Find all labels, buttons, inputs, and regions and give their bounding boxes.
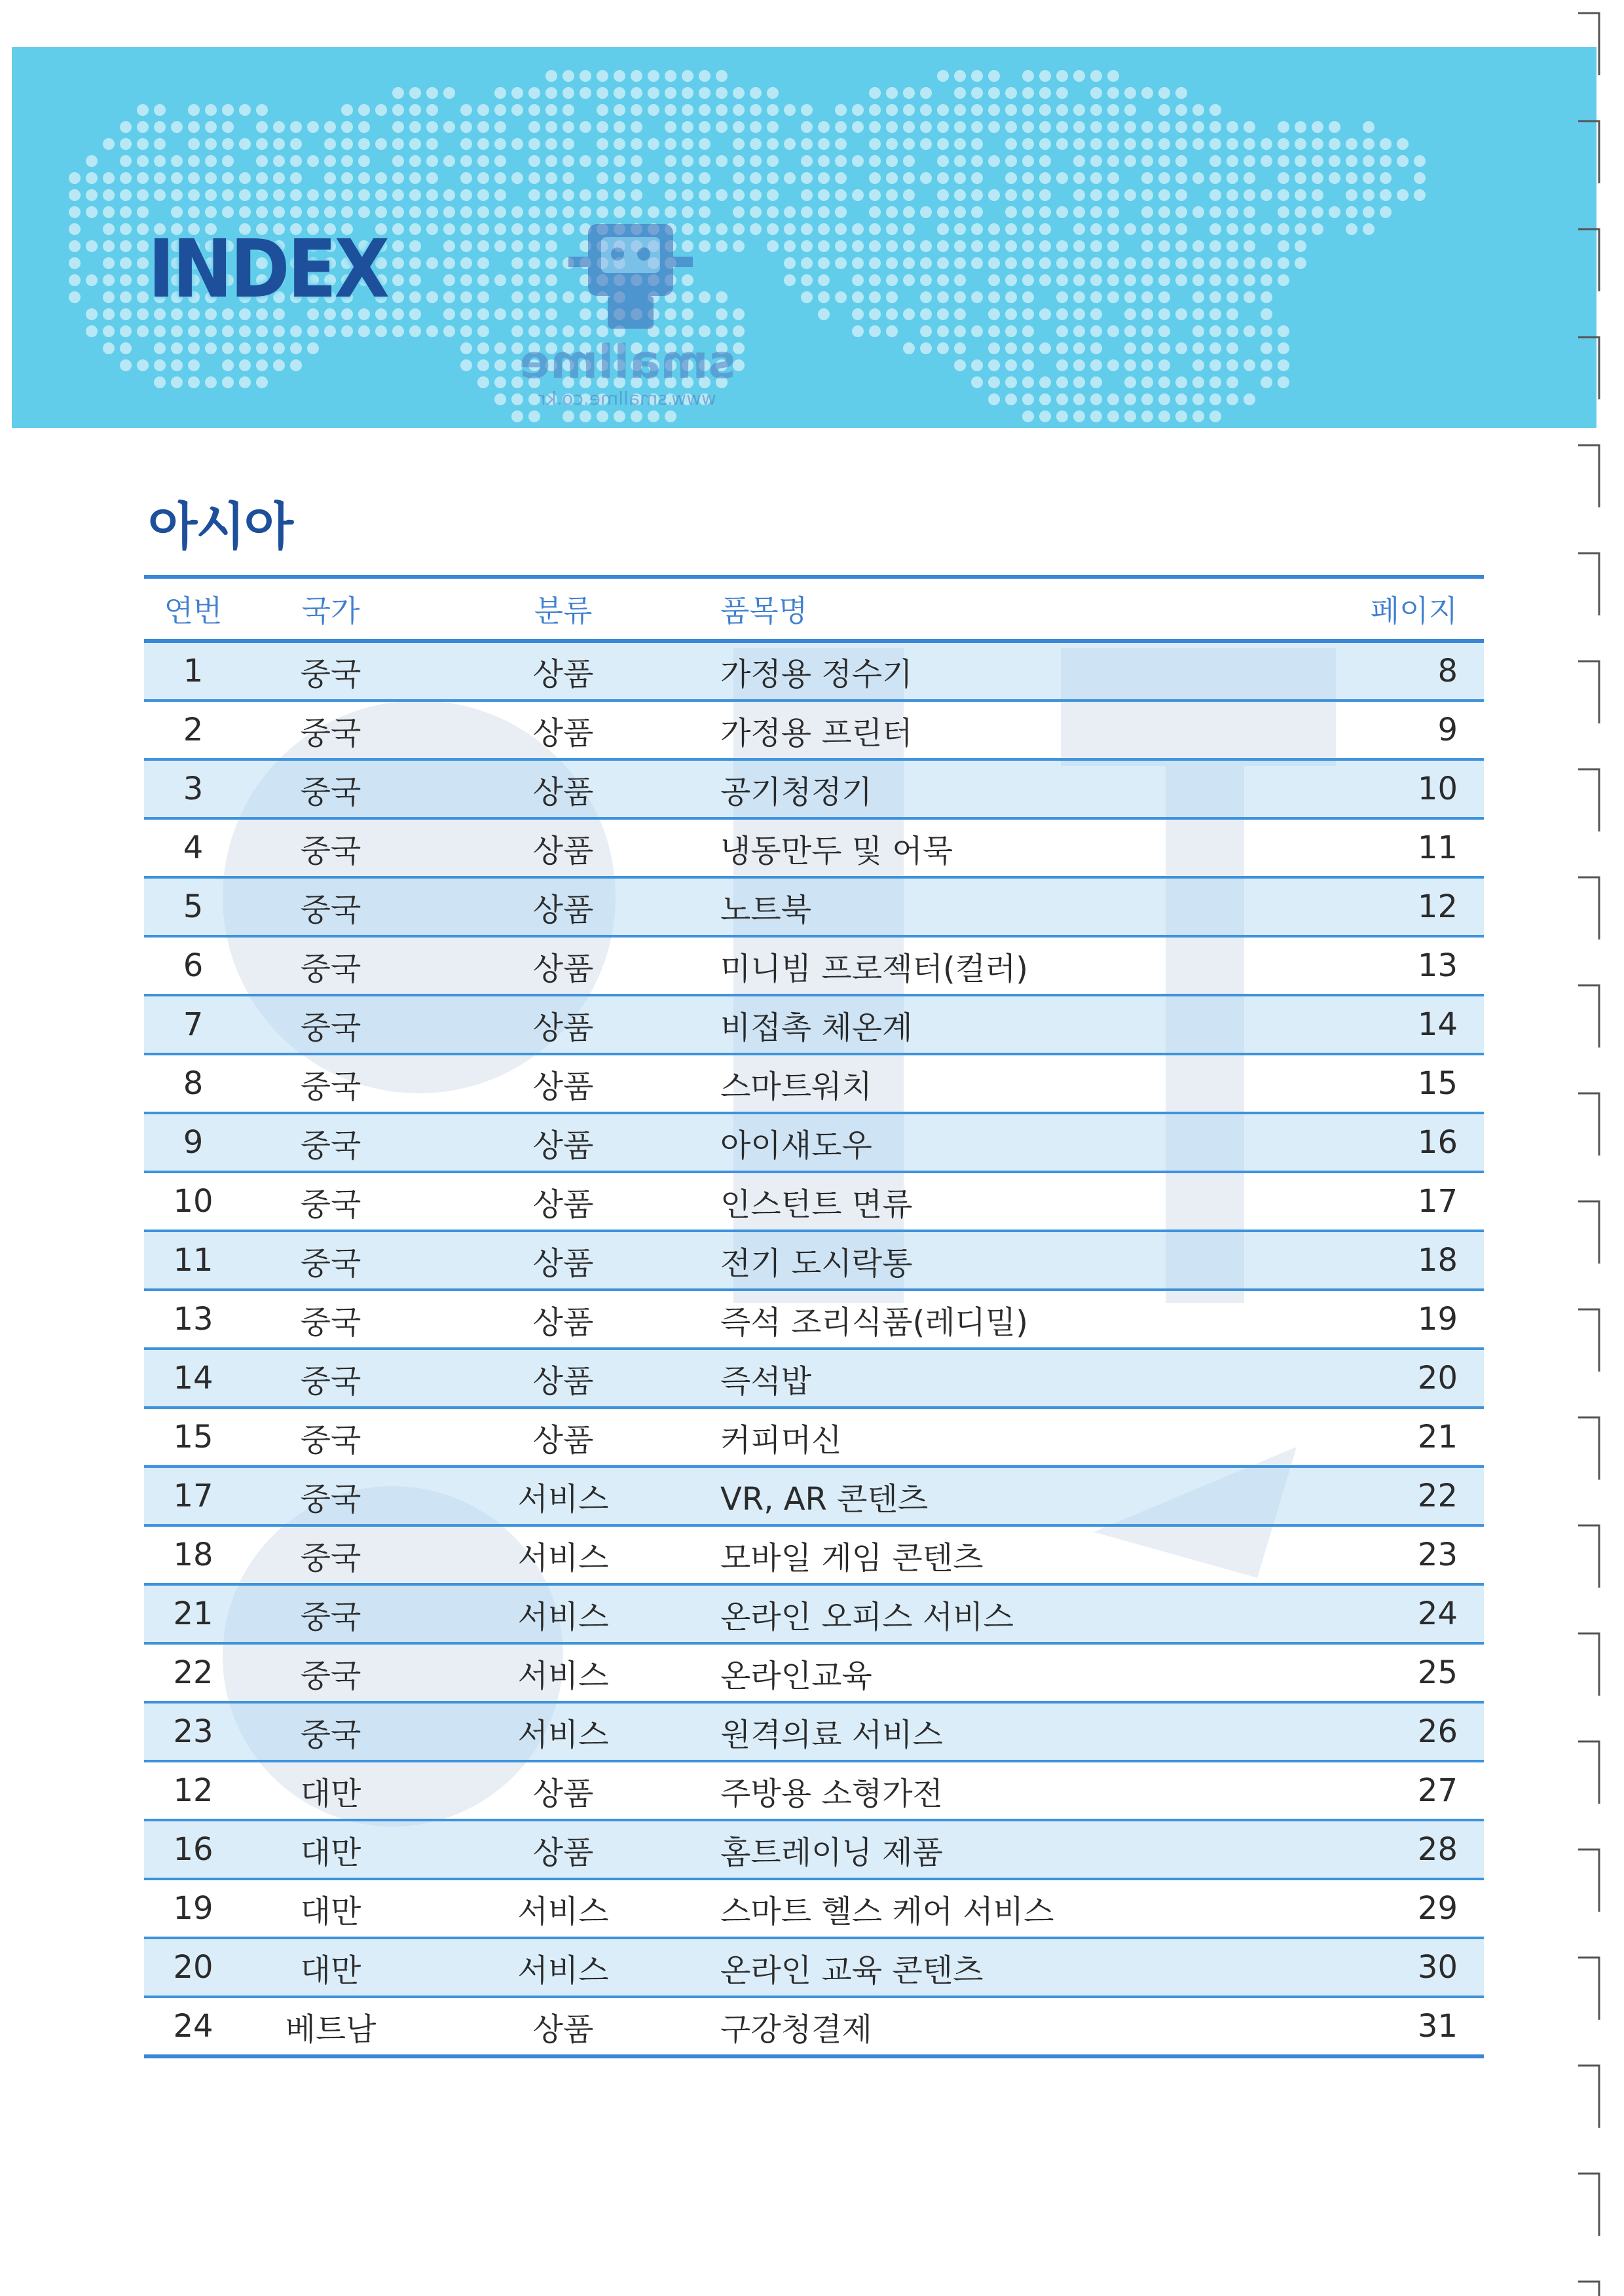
row-item-name: VR, AR 콘텐츠 bbox=[707, 1467, 1297, 1525]
row-item-name: 온라인 교육 콘텐츠 bbox=[707, 1938, 1297, 1997]
row-number: 22 bbox=[144, 1643, 242, 1702]
column-header-page: 페이지 bbox=[1297, 577, 1484, 641]
row-page-number: 19 bbox=[1297, 1290, 1484, 1349]
row-country: 중국 bbox=[242, 1231, 419, 1290]
row-country: 중국 bbox=[242, 1584, 419, 1643]
row-item-name: 온라인 오피스 서비스 bbox=[707, 1584, 1297, 1643]
table-row bbox=[144, 701, 1484, 759]
column-header-country: 국가 bbox=[242, 577, 419, 641]
row-number: 14 bbox=[144, 1349, 242, 1408]
table-row bbox=[144, 1584, 1484, 1643]
row-category: 상품 bbox=[419, 1172, 707, 1231]
row-number: 4 bbox=[144, 818, 242, 877]
logo-brand-text: smallme bbox=[519, 335, 736, 389]
table-row bbox=[144, 818, 1484, 877]
row-page-number: 31 bbox=[1297, 1997, 1484, 2056]
row-number: 15 bbox=[144, 1408, 242, 1467]
table-row bbox=[144, 1643, 1484, 1702]
table-row bbox=[144, 1820, 1484, 1879]
row-number: 9 bbox=[144, 1113, 242, 1172]
row-item-name: 가정용 프린터 bbox=[707, 701, 1297, 759]
index-banner bbox=[12, 47, 1596, 428]
row-page-number: 8 bbox=[1297, 641, 1484, 701]
row-page-number: 12 bbox=[1297, 877, 1484, 936]
table-row bbox=[144, 995, 1484, 1054]
table-row bbox=[144, 1467, 1484, 1525]
row-page-number: 27 bbox=[1297, 1761, 1484, 1820]
row-country: 중국 bbox=[242, 936, 419, 995]
column-header-category: 분류 bbox=[419, 577, 707, 641]
row-category: 서비스 bbox=[419, 1938, 707, 1997]
row-page-number: 25 bbox=[1297, 1643, 1484, 1702]
table-row bbox=[144, 641, 1484, 701]
row-page-number: 18 bbox=[1297, 1231, 1484, 1290]
row-country: 중국 bbox=[242, 701, 419, 759]
column-header-no: 연번 bbox=[144, 577, 242, 641]
row-number: 2 bbox=[144, 701, 242, 759]
column-header-item: 품목명 bbox=[707, 577, 1297, 641]
row-category: 상품 bbox=[419, 701, 707, 759]
table-row bbox=[144, 877, 1484, 936]
row-category: 상품 bbox=[419, 1408, 707, 1467]
row-page-number: 22 bbox=[1297, 1467, 1484, 1525]
row-category: 서비스 bbox=[419, 1525, 707, 1584]
row-number: 16 bbox=[144, 1820, 242, 1879]
row-item-name: 온라인교육 bbox=[707, 1643, 1297, 1702]
table-row bbox=[144, 1349, 1484, 1408]
row-number: 1 bbox=[144, 641, 242, 701]
row-page-number: 28 bbox=[1297, 1820, 1484, 1879]
row-item-name: 모바일 게임 콘텐츠 bbox=[707, 1525, 1297, 1584]
row-category: 상품 bbox=[419, 995, 707, 1054]
table-row bbox=[144, 1938, 1484, 1997]
row-item-name: 비접촉 체온계 bbox=[707, 995, 1297, 1054]
row-number: 3 bbox=[144, 759, 242, 818]
table-row bbox=[144, 1879, 1484, 1938]
row-page-number: 24 bbox=[1297, 1584, 1484, 1643]
row-number: 8 bbox=[144, 1054, 242, 1113]
row-page-number: 16 bbox=[1297, 1113, 1484, 1172]
row-page-number: 26 bbox=[1297, 1702, 1484, 1761]
table-row bbox=[144, 759, 1484, 818]
row-page-number: 15 bbox=[1297, 1054, 1484, 1113]
row-country: 중국 bbox=[242, 641, 419, 701]
section-title-asia: 아시아 bbox=[148, 498, 293, 556]
row-country: 중국 bbox=[242, 1467, 419, 1525]
row-country: 중국 bbox=[242, 877, 419, 936]
table-row bbox=[144, 1231, 1484, 1290]
row-page-number: 9 bbox=[1297, 701, 1484, 759]
table-row bbox=[144, 1525, 1484, 1584]
table-row bbox=[144, 1408, 1484, 1467]
row-country: 베트남 bbox=[242, 1997, 419, 2056]
row-country: 대만 bbox=[242, 1820, 419, 1879]
row-country: 대만 bbox=[242, 1761, 419, 1820]
row-category: 상품 bbox=[419, 641, 707, 701]
index-table bbox=[144, 575, 1484, 2058]
row-item-name: 냉동만두 및 어묵 bbox=[707, 818, 1297, 877]
row-category: 상품 bbox=[419, 1113, 707, 1172]
row-category: 서비스 bbox=[419, 1467, 707, 1525]
row-number: 12 bbox=[144, 1761, 242, 1820]
row-page-number: 10 bbox=[1297, 759, 1484, 818]
logo-url-text: www.smallme.co.kr bbox=[538, 388, 716, 409]
row-number: 13 bbox=[144, 1290, 242, 1349]
table-header-row bbox=[144, 577, 1484, 641]
row-item-name: 구강청결제 bbox=[707, 1997, 1297, 2056]
row-country: 중국 bbox=[242, 759, 419, 818]
row-country: 중국 bbox=[242, 1290, 419, 1349]
page-title: INDEX bbox=[148, 223, 388, 316]
row-item-name: 전기 도시락통 bbox=[707, 1231, 1297, 1290]
row-item-name: 스마트 헬스 케어 서비스 bbox=[707, 1879, 1297, 1938]
row-category: 상품 bbox=[419, 1349, 707, 1408]
table-row bbox=[144, 1172, 1484, 1231]
row-category: 상품 bbox=[419, 818, 707, 877]
smallme-logo bbox=[509, 211, 745, 420]
row-category: 서비스 bbox=[419, 1879, 707, 1938]
table-row bbox=[144, 1997, 1484, 2056]
row-number: 23 bbox=[144, 1702, 242, 1761]
row-country: 중국 bbox=[242, 1643, 419, 1702]
row-item-name: 커피머신 bbox=[707, 1408, 1297, 1467]
row-page-number: 23 bbox=[1297, 1525, 1484, 1584]
row-number: 5 bbox=[144, 877, 242, 936]
row-item-name: 즉석밥 bbox=[707, 1349, 1297, 1408]
row-number: 21 bbox=[144, 1584, 242, 1643]
table-row bbox=[144, 1702, 1484, 1761]
row-country: 중국 bbox=[242, 1525, 419, 1584]
row-number: 10 bbox=[144, 1172, 242, 1231]
row-item-name: 공기청정기 bbox=[707, 759, 1297, 818]
row-country: 중국 bbox=[242, 1349, 419, 1408]
row-page-number: 11 bbox=[1297, 818, 1484, 877]
row-country: 중국 bbox=[242, 1054, 419, 1113]
row-page-number: 13 bbox=[1297, 936, 1484, 995]
row-page-number: 14 bbox=[1297, 995, 1484, 1054]
row-page-number: 30 bbox=[1297, 1938, 1484, 1997]
row-category: 상품 bbox=[419, 1997, 707, 2056]
row-item-name: 아이섀도우 bbox=[707, 1113, 1297, 1172]
row-category: 상품 bbox=[419, 759, 707, 818]
row-page-number: 21 bbox=[1297, 1408, 1484, 1467]
row-number: 6 bbox=[144, 936, 242, 995]
row-number: 19 bbox=[144, 1879, 242, 1938]
row-number: 24 bbox=[144, 1997, 242, 2056]
row-number: 11 bbox=[144, 1231, 242, 1290]
row-category: 상품 bbox=[419, 877, 707, 936]
row-category: 서비스 bbox=[419, 1584, 707, 1643]
table-row bbox=[144, 936, 1484, 995]
row-category: 서비스 bbox=[419, 1702, 707, 1761]
row-country: 대만 bbox=[242, 1879, 419, 1938]
row-number: 20 bbox=[144, 1938, 242, 1997]
row-country: 대만 bbox=[242, 1938, 419, 1997]
row-category: 서비스 bbox=[419, 1643, 707, 1702]
row-item-name: 원격의료 서비스 bbox=[707, 1702, 1297, 1761]
row-page-number: 20 bbox=[1297, 1349, 1484, 1408]
row-country: 중국 bbox=[242, 995, 419, 1054]
row-category: 상품 bbox=[419, 1290, 707, 1349]
row-item-name: 노트북 bbox=[707, 877, 1297, 936]
table-row bbox=[144, 1761, 1484, 1820]
row-item-name: 스마트워치 bbox=[707, 1054, 1297, 1113]
row-category: 상품 bbox=[419, 1054, 707, 1113]
row-item-name: 가정용 정수기 bbox=[707, 641, 1297, 701]
row-category: 상품 bbox=[419, 1231, 707, 1290]
row-item-name: 홈트레이닝 제품 bbox=[707, 1820, 1297, 1879]
row-category: 상품 bbox=[419, 936, 707, 995]
row-item-name: 즉석 조리식품(레디밀) bbox=[707, 1290, 1297, 1349]
row-country: 중국 bbox=[242, 1702, 419, 1761]
row-number: 18 bbox=[144, 1525, 242, 1584]
row-country: 중국 bbox=[242, 1408, 419, 1467]
row-category: 상품 bbox=[419, 1820, 707, 1879]
row-page-number: 17 bbox=[1297, 1172, 1484, 1231]
row-category: 상품 bbox=[419, 1761, 707, 1820]
row-item-name: 인스턴트 면류 bbox=[707, 1172, 1297, 1231]
row-item-name: 주방용 소형가전 bbox=[707, 1761, 1297, 1820]
row-country: 중국 bbox=[242, 818, 419, 877]
row-page-number: 29 bbox=[1297, 1879, 1484, 1938]
binder-edge bbox=[1565, 0, 1624, 2296]
robot-mascot-icon bbox=[509, 211, 745, 342]
table-row bbox=[144, 1113, 1484, 1172]
table-row bbox=[144, 1290, 1484, 1349]
table-row bbox=[144, 1054, 1484, 1113]
row-number: 17 bbox=[144, 1467, 242, 1525]
row-country: 중국 bbox=[242, 1113, 419, 1172]
row-number: 7 bbox=[144, 995, 242, 1054]
row-country: 중국 bbox=[242, 1172, 419, 1231]
row-item-name: 미니빔 프로젝터(컬러) bbox=[707, 936, 1297, 995]
